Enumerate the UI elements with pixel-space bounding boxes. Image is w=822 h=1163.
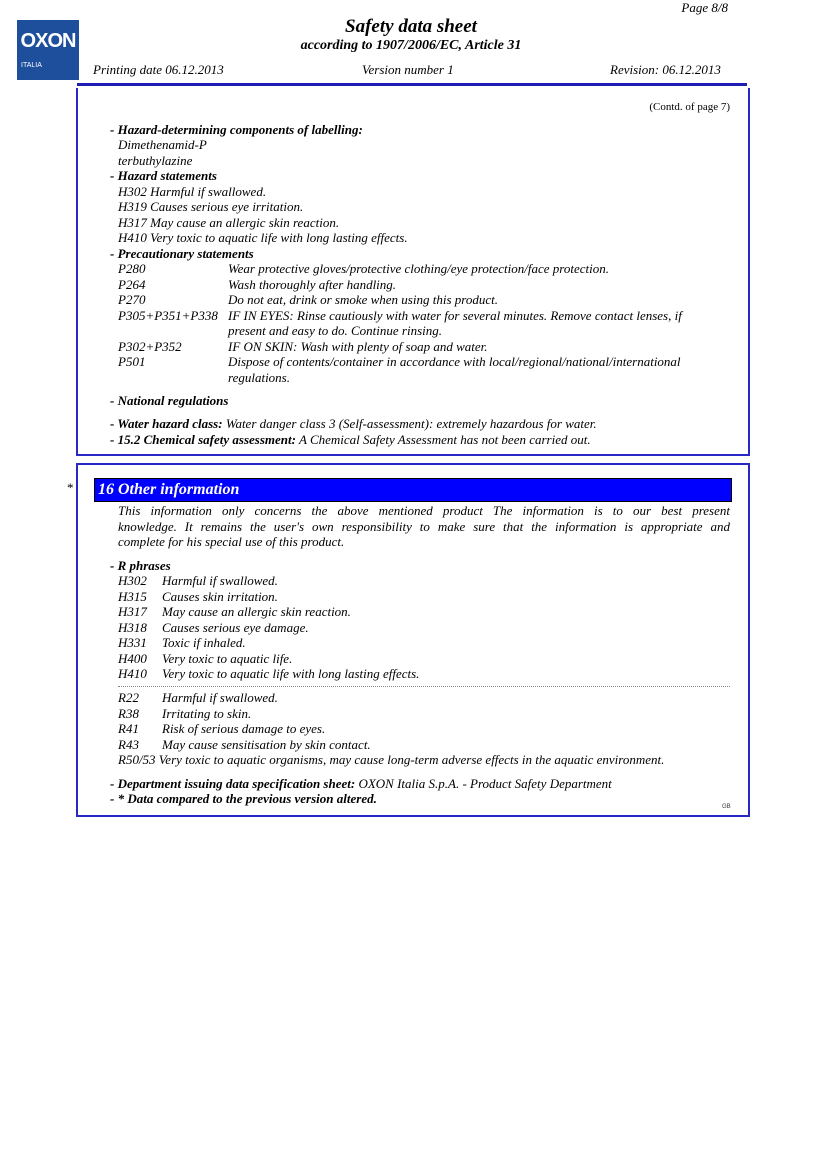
precaution-code: P501 (118, 354, 146, 369)
page-number: Page 8/8 (681, 0, 728, 15)
logo-subtext: ITALIA (21, 62, 42, 69)
section-15-box (76, 88, 750, 456)
hazard-statement: H410 Very toxic to aquatic life with long lasting effects. (118, 230, 408, 245)
version-number: Version number 1 (362, 62, 454, 77)
oxon-logo (17, 20, 79, 80)
r-phrase-code: R22 (118, 690, 139, 705)
r-phrase-text: May cause sensitisation by skin contact. (162, 737, 371, 752)
document-title: Safety data sheet (345, 16, 477, 37)
component-item: Dimethenamid-P (118, 137, 207, 152)
revision-date: Revision: 06.12.2013 (610, 62, 721, 77)
national-regulations-label: - National regulations (110, 393, 229, 408)
water-hazard-row (110, 416, 597, 431)
h-phrase-code: H331 (118, 635, 147, 650)
department-text: OXON Italia S.p.A. - Product Safety Department (358, 776, 612, 791)
precaution-code: P305+P351+P338 (118, 308, 218, 323)
precaution-text: IF ON SKIN: Wash with plenty of soap and water. (228, 339, 488, 354)
water-hazard-label: - Water hazard class: (110, 416, 223, 431)
h-phrase-text: Causes serious eye damage. (162, 620, 309, 635)
header-divider (77, 83, 747, 86)
hazard-components-label: - Hazard-determining components of labelling: (110, 122, 363, 137)
precaution-code: P302+P352 (118, 339, 182, 354)
r-phrase-text: Irritating to skin. (162, 706, 252, 721)
dotted-separator (118, 686, 730, 687)
h-phrase-code: H302 (118, 573, 147, 588)
continued-note: (Contd. of page 7) (649, 101, 730, 113)
h-phrase-code: H315 (118, 589, 147, 604)
document-subtitle: according to 1907/2006/EC, Article 31 (300, 38, 522, 53)
r-phrase-text: Harmful if swallowed. (162, 690, 278, 705)
h-phrase-text: May cause an allergic skin reaction. (162, 604, 351, 619)
country-code: GB (722, 804, 731, 810)
precaution-text-continued: regulations. (228, 370, 290, 385)
h-phrase-text: Harmful if swallowed. (162, 573, 278, 588)
altered-note: - * Data compared to the previous version altered. (110, 791, 377, 806)
precaution-code: P270 (118, 292, 146, 307)
department-row (110, 776, 612, 791)
h-phrase-text: Very toxic to aquatic life with long lasting effects. (162, 666, 420, 681)
intro-line: This information only concerns the above mentioned product The information is to our best present (118, 503, 730, 518)
chemical-safety-label: - 15.2 Chemical safety assessment: (110, 432, 296, 447)
precaution-text: Do not eat, drink or smoke when using this product. (228, 292, 498, 307)
chemical-safety-text: A Chemical Safety Assessment has not been carried out. (298, 432, 591, 447)
component-item: terbuthylazine (118, 153, 193, 168)
hazard-statements-label: - Hazard statements (110, 168, 217, 183)
h-phrase-code: H410 (118, 666, 147, 681)
water-hazard-text: Water danger class 3 (Self-assessment): extremely hazardous for water. (225, 416, 597, 431)
section-16-title: 16 Other information (98, 481, 240, 498)
section-16-heading (94, 478, 732, 502)
h-phrase-text: Toxic if inhaled. (162, 635, 246, 650)
r-phrase-code: R43 (118, 737, 139, 752)
precaution-text: Dispose of contents/container in accordance with local/regional/national/international (228, 354, 681, 369)
h-phrase-code: H317 (118, 604, 147, 619)
chemical-safety-row (110, 432, 591, 447)
precaution-text: Wear protective gloves/protective clothing/eye protection/face protection. (228, 261, 609, 276)
h-phrase-text: Very toxic to aquatic life. (162, 651, 293, 666)
r-phrase-text: Risk of serious damage to eyes. (162, 721, 326, 736)
change-marker: * (67, 480, 74, 495)
precaution-code: P264 (118, 277, 146, 292)
r-phrase-code: R41 (118, 721, 139, 736)
printing-date: Printing date 06.12.2013 (93, 62, 224, 77)
hazard-statement: H302 Harmful if swallowed. (118, 184, 267, 199)
h-phrase-code: H400 (118, 651, 147, 666)
intro-line: complete for his special use of this product. (118, 534, 345, 549)
h-phrase-text: Causes skin irritation. (162, 589, 278, 604)
department-label: - Department issuing data specification sheet: (110, 776, 356, 791)
precautionary-label: - Precautionary statements (110, 246, 254, 261)
precaution-text: Wash thoroughly after handling. (228, 277, 397, 292)
r-phrases-label: - R phrases (110, 558, 171, 573)
logo-text: OXON (20, 30, 76, 52)
intro-line: knowledge. It remains the user's own responsibility to make sure that the information is appropriate and (118, 519, 730, 534)
precaution-text-continued: present and easy to do. Continue rinsing. (228, 323, 443, 338)
r5053-phrase: R50/53 Very toxic to aquatic organisms, may cause long-term adverse effects in the aquatic environment. (118, 752, 665, 767)
hazard-statement: H319 Causes serious eye irritation. (118, 199, 304, 214)
hazard-statement: H317 May cause an allergic skin reaction. (118, 215, 340, 230)
precaution-text: IF IN EYES: Rinse cautiously with water for several minutes. Remove contact lenses, if (228, 308, 682, 323)
r-phrase-code: R38 (118, 706, 139, 721)
h-phrase-code: H318 (118, 620, 147, 635)
precaution-code: P280 (118, 261, 146, 276)
section-16-box (76, 463, 750, 817)
